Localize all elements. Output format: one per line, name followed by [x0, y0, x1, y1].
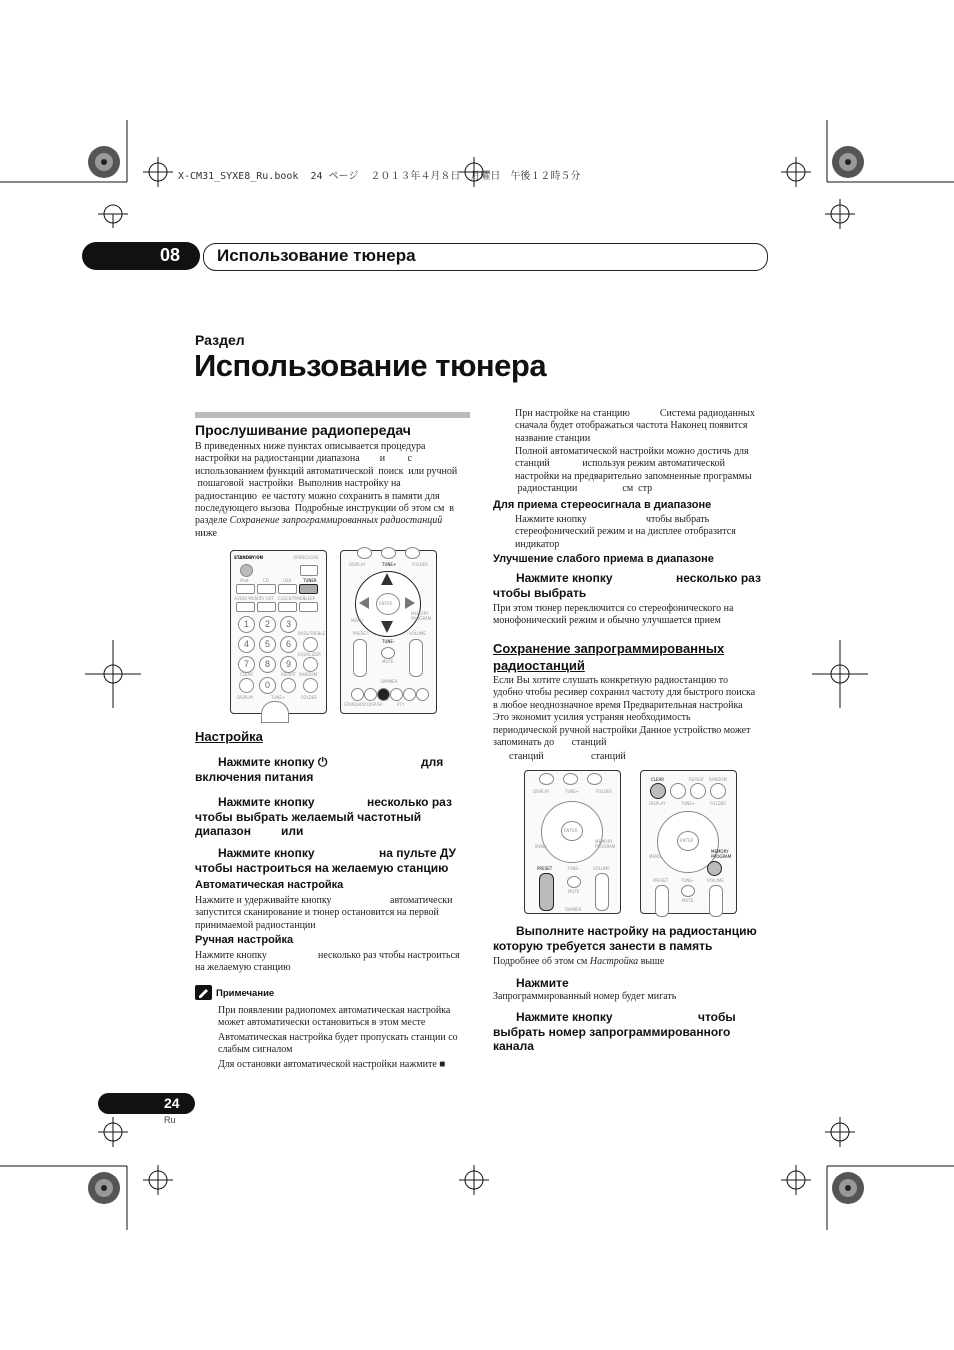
step-text: на пульте ДУ: [379, 846, 457, 860]
mute-key: [681, 885, 695, 897]
remote-label-standby: STANDBY/ON: [234, 555, 263, 560]
text-line: При этом тюнер переключится со стереофонического на: [493, 603, 734, 614]
usb-button: [278, 584, 297, 594]
intro-line: радиостанцию ее частоту можно сохранить в памяти для: [195, 490, 440, 502]
stereo-text: [515, 514, 770, 551]
note-line: Автоматическая настройка будет пропускать станции со: [218, 1031, 458, 1043]
row2-label: AUDIO MUSIC: [234, 596, 262, 601]
text-line: удобно чтобы ресивер сохранил частоту для быстрого поиска: [493, 687, 756, 699]
remote-label: FOLDER: [710, 801, 727, 806]
step-text: Нажмите кнопку: [218, 755, 318, 769]
auto-tuning-heading: Автоматическая настройка: [195, 879, 344, 891]
text-line: периодической ручной настройки Данное устройство может: [493, 724, 751, 736]
zero-key: [670, 783, 686, 799]
remote-label: TUNE+: [565, 789, 580, 794]
remote-illustration-memory: [640, 770, 737, 914]
digit-key: 9: [280, 656, 297, 673]
setup-heading: Настройка: [195, 729, 263, 744]
remote-label: DISP/SP: [367, 702, 383, 707]
remote-label: MUTE: [382, 659, 394, 664]
auto-preset-paragraph: [515, 446, 770, 496]
digit-key: 7: [238, 656, 255, 673]
mute-key: [567, 876, 581, 888]
note-line: При появлении радиопомех автоматическая настройка: [218, 1005, 451, 1016]
page-number: 24: [164, 1095, 180, 1111]
memory-key: [707, 861, 722, 876]
remote-label: TUNE–: [681, 878, 694, 883]
text: чтобы выбрать: [646, 514, 710, 525]
step-text: несколько раз: [676, 571, 761, 585]
row2-button: [299, 602, 318, 612]
source-label-usb: USB: [283, 578, 292, 583]
source-label-cd: CD: [263, 578, 269, 583]
intro-line: [195, 515, 480, 527]
source-label-tuner: TUNER: [303, 578, 317, 583]
remote-label: VOLUME: [409, 631, 426, 636]
step-line: [493, 924, 778, 939]
volume-rocker: [409, 639, 423, 677]
intro-tail: ниже: [195, 527, 217, 539]
remote-illustration-preset: [524, 770, 621, 914]
save-presets-text: [493, 675, 778, 749]
preset-rocker: [353, 639, 367, 677]
heading-rule: [195, 412, 470, 418]
remote-label: MENU: [351, 618, 363, 623]
remote-label: TUNE+: [681, 801, 696, 806]
preset-rocker: [655, 885, 669, 917]
step-text: или: [281, 824, 304, 838]
text: Нажмите кнопку: [195, 950, 267, 961]
step-text: для: [421, 755, 444, 769]
step-text: Нажмите кнопку: [218, 846, 315, 860]
step-line: [195, 846, 475, 861]
note-line: слабым сигналом: [218, 1044, 293, 1056]
step-text: Нажмите кнопку: [218, 795, 315, 809]
weak-reception-heading: Улучшение слабого приема в диапазоне: [493, 553, 714, 565]
remote-label: PTY: [397, 702, 405, 707]
page-number-tab: [98, 1093, 195, 1114]
ipod-button: [236, 584, 255, 594]
remote-label: RANDOM: [299, 672, 318, 677]
digit-key: 3: [280, 616, 297, 633]
remote-label: MENU: [649, 854, 661, 859]
play-key: [416, 688, 429, 701]
side-key: [303, 637, 318, 652]
step-text: чтобы: [698, 1010, 736, 1024]
save-presets-heading: [493, 640, 724, 674]
text-line: [195, 950, 480, 962]
stereo-heading: Для приема стереосигнала в диапазоне: [493, 499, 712, 511]
digit-key: 0: [259, 677, 276, 694]
setup-step-2: [195, 795, 465, 839]
intro-prefix: разделе: [195, 515, 230, 527]
step-line: чтобы выбрать желаемый частотный: [195, 809, 422, 824]
remote-label: DISPLAY: [649, 801, 666, 806]
remote-label: VOLUME: [593, 866, 610, 871]
step-text: диапазон: [195, 824, 251, 838]
step-line: [195, 755, 465, 770]
text-line: [515, 514, 770, 526]
remote-label: TUNE–: [382, 639, 395, 644]
remote-label: PRESET: [353, 631, 369, 636]
note-line: может автоматически остановиться в этом месте: [218, 1017, 426, 1029]
step-line: [195, 824, 465, 839]
remote-label: PRESET: [653, 878, 669, 883]
random-key: [710, 783, 726, 799]
remote-label: REPEAT: [281, 672, 297, 677]
step-line: чтобы выбрать: [493, 585, 587, 600]
heading-line: радиостанций: [493, 658, 585, 673]
chapter-title: Использование тюнера: [217, 246, 416, 265]
intro-line: пошаговой настройки Выполнив настройку на: [195, 478, 401, 490]
step-line: включения питания: [195, 769, 314, 784]
text: Нажмите и удерживайте кнопку: [195, 895, 332, 906]
remote-label: FOLDER: [412, 562, 429, 567]
row2-label: SLEEP: [303, 596, 316, 601]
text-line: стереофонический режим и на дисплее отобразится: [515, 526, 736, 538]
remote-label: CLEAR: [240, 672, 254, 677]
row2-label: CLOCK/TIMER: [278, 596, 306, 601]
volume-rocker: [709, 885, 723, 917]
remote-label: MEMORY PROGRAM: [711, 849, 732, 859]
remote-label: RANDOM: [709, 777, 728, 782]
manual-tuning-text: [195, 950, 480, 975]
digit-key: 4: [238, 636, 255, 653]
remote-label-enter: ENTER: [680, 838, 694, 843]
intro-line: настройки на радиостанции диапазона и с: [195, 453, 412, 465]
remote-label: PRESET: [537, 866, 553, 871]
dpad-top: [261, 701, 289, 723]
listening-heading: Прослушивание радиопередач: [195, 422, 411, 438]
save-step-1: [493, 924, 778, 953]
intro-paragraph: [195, 441, 480, 540]
top-key: [539, 773, 554, 785]
rds-paragraph: [515, 408, 770, 445]
setup-step-1: [195, 755, 465, 784]
remote-label: MENU: [535, 844, 547, 849]
text-line: настройки на предварительно запомненные программы: [515, 470, 752, 482]
remote-label: TUNE+: [382, 562, 397, 567]
random-key: [303, 678, 318, 693]
text: несколько раз чтобы настроиться: [318, 950, 460, 961]
clear-key: [650, 783, 666, 799]
remote-label: MEMORY PROGRAM: [411, 611, 432, 621]
print-header: X-CM31_SYXE8_Ru.book 24 ページ ２０１３年４月８日 月曜日 午後１２時５分: [178, 171, 581, 182]
step-line: [493, 571, 773, 586]
remote-label: REPEAT: [689, 777, 705, 782]
clear-key: [239, 678, 254, 693]
step-line: чтобы настроиться на желаемую станцию: [195, 860, 449, 875]
text-line: запустится сканирование и тюнер остановится на первой: [195, 907, 439, 919]
text: автоматически: [390, 895, 453, 906]
top-key: [563, 773, 578, 785]
save-step-1-see: [493, 956, 664, 968]
setup-link: Настройка: [589, 956, 639, 967]
intro-line: последующего вызова Подробные инструкции об этом см в: [195, 503, 455, 515]
remote-label: DISPLAY: [349, 562, 366, 567]
step-line: канала: [493, 1039, 534, 1053]
text-line: радиостанции см стр: [515, 483, 653, 495]
power-icon: ⏻: [317, 755, 328, 769]
text-line: Прн настройке на станцию Система радиоданных: [515, 408, 755, 419]
eject-button: [300, 565, 318, 576]
mute-key: [381, 647, 395, 659]
standby-button: [240, 564, 253, 577]
digit-key: 6: [280, 636, 297, 653]
step-text: Нажмите: [516, 976, 569, 990]
section-label: Раздел: [195, 332, 245, 348]
remote-illustration-main: [230, 550, 327, 714]
digit-key: 1: [238, 616, 255, 633]
text-line: индикатор: [515, 538, 560, 550]
note-item: Для остановки автоматической настройки нажмите ■: [218, 1058, 446, 1070]
volume-rocker: [595, 873, 609, 911]
intro-line: В приведенных ниже пунктах описывается процедура: [195, 441, 426, 452]
save-step-3: [493, 1010, 778, 1054]
source-label-ipod: iPod: [240, 578, 249, 583]
heading-line: Сохранение запрограммированных: [493, 641, 725, 656]
page-language: Ru: [164, 1115, 176, 1125]
play-key: [364, 688, 377, 701]
remote-label-enter: ENTER: [564, 828, 578, 833]
remote-label: MEMORY PROGRAM: [595, 839, 616, 849]
repeat-key: [281, 678, 296, 693]
remote-label-enter: ENTER: [379, 601, 393, 606]
cd-button: [257, 584, 276, 594]
remote-label: TUNE+: [271, 695, 286, 700]
remote-label: DISPLAY: [533, 789, 550, 794]
step-line: [493, 1010, 778, 1025]
row2-button: [236, 602, 255, 612]
remote-label: TUNE–: [567, 866, 580, 871]
remote-label: FOLDER: [596, 789, 613, 794]
chapter-number: 08: [160, 245, 181, 265]
text-line: станций используя режим автоматической: [515, 458, 725, 470]
repeat-key: [690, 783, 706, 799]
remote-label: VOLUME: [707, 878, 724, 883]
text: Нажмите кнопку: [515, 514, 587, 525]
tuner-button: [299, 584, 318, 594]
text-line: в любое неоднозначное время Предварительная настройка: [493, 699, 743, 711]
preset-rocker: [539, 873, 554, 911]
text-line: Это экономит усилия устраняя необходимость: [493, 712, 691, 724]
intro-line: использованием функций автоматической поиск или ручной: [195, 465, 458, 477]
remote-label: EQUALIZER: [298, 652, 321, 657]
text-line: Полной автоматической настройки можно достичь для: [515, 446, 749, 457]
text-line: монофонический режим и обычно улучшается прием: [493, 615, 721, 627]
remote-label: BASS/TREBLE: [298, 631, 326, 636]
note-heading: Примечание: [216, 988, 275, 999]
remote-label: CLEAR: [651, 777, 665, 782]
weak-reception-step: [493, 571, 773, 600]
play-key: [390, 688, 403, 701]
note-item: [218, 1005, 478, 1030]
chapter-tab: [82, 242, 200, 270]
side-key: [303, 657, 318, 672]
stations-b: станций: [591, 751, 626, 762]
auto-tuning-text: [195, 895, 480, 932]
setup-step-3: [195, 846, 475, 875]
step-text: несколько раз: [367, 795, 452, 809]
row2-button: [278, 602, 297, 612]
text-line: сначала будет отображаться частота Наконец появится: [515, 420, 748, 432]
text-line: Если Вы хотите слушать конкретную радиостанцию то: [493, 675, 728, 686]
stations-a: станций: [509, 751, 544, 762]
manual-tuning-heading: Ручная настройка: [195, 934, 294, 946]
remote-illustration-tune: [340, 550, 437, 714]
step-line: которую требуется занести в память: [493, 938, 713, 953]
play-key: [403, 688, 416, 701]
play-key: [351, 688, 364, 701]
row2-button: [257, 602, 276, 612]
text-line: [195, 895, 480, 907]
text-line: запоминать до станций: [493, 737, 607, 749]
remote-label: MUTE: [682, 898, 694, 903]
remote-label-open: OPEN/CLOSE: [293, 555, 319, 560]
intro-link: Сохранение запрограммированных радиостанций: [229, 515, 443, 527]
save-step-2-text: Запрограммированный номер будет мигать: [493, 991, 677, 1002]
remote-label: MUTE: [568, 889, 580, 894]
remote-label: STANDARD: [344, 702, 367, 707]
step-text: Выполните настройку на радиостанцию: [516, 924, 757, 938]
digit-key: 5: [259, 636, 276, 653]
step-line: выбрать номер запрограммированного: [493, 1024, 731, 1039]
section-title: Использование тюнера: [194, 348, 547, 383]
step-text: Нажмите кнопку: [516, 571, 613, 585]
text: выше: [638, 956, 665, 967]
top-key: [587, 773, 602, 785]
text: Подробнее об этом см: [493, 956, 590, 967]
remote-label: FOLDER: [301, 695, 318, 700]
note-list: [218, 1005, 478, 1071]
note-icon: [195, 985, 212, 1000]
digit-key: 2: [259, 616, 276, 633]
text-line: принимаемой радиостанции: [195, 919, 316, 931]
stop-key: [377, 688, 390, 701]
step-text: Нажмите кнопку: [516, 1010, 613, 1024]
save-step-2: [493, 976, 569, 991]
step-line: [195, 795, 465, 810]
weak-reception-text: [493, 603, 773, 628]
digit-key: 8: [259, 656, 276, 673]
text-line: на желаемую станцию: [195, 962, 291, 974]
row2-label: TV OUT: [259, 596, 274, 601]
text-line: название станции: [515, 432, 591, 444]
remote-label: DIMMER: [381, 679, 398, 684]
remote-label: DISPLAY: [237, 695, 254, 700]
note-item: [218, 1032, 478, 1057]
remote-label: DIMMER: [565, 907, 582, 912]
